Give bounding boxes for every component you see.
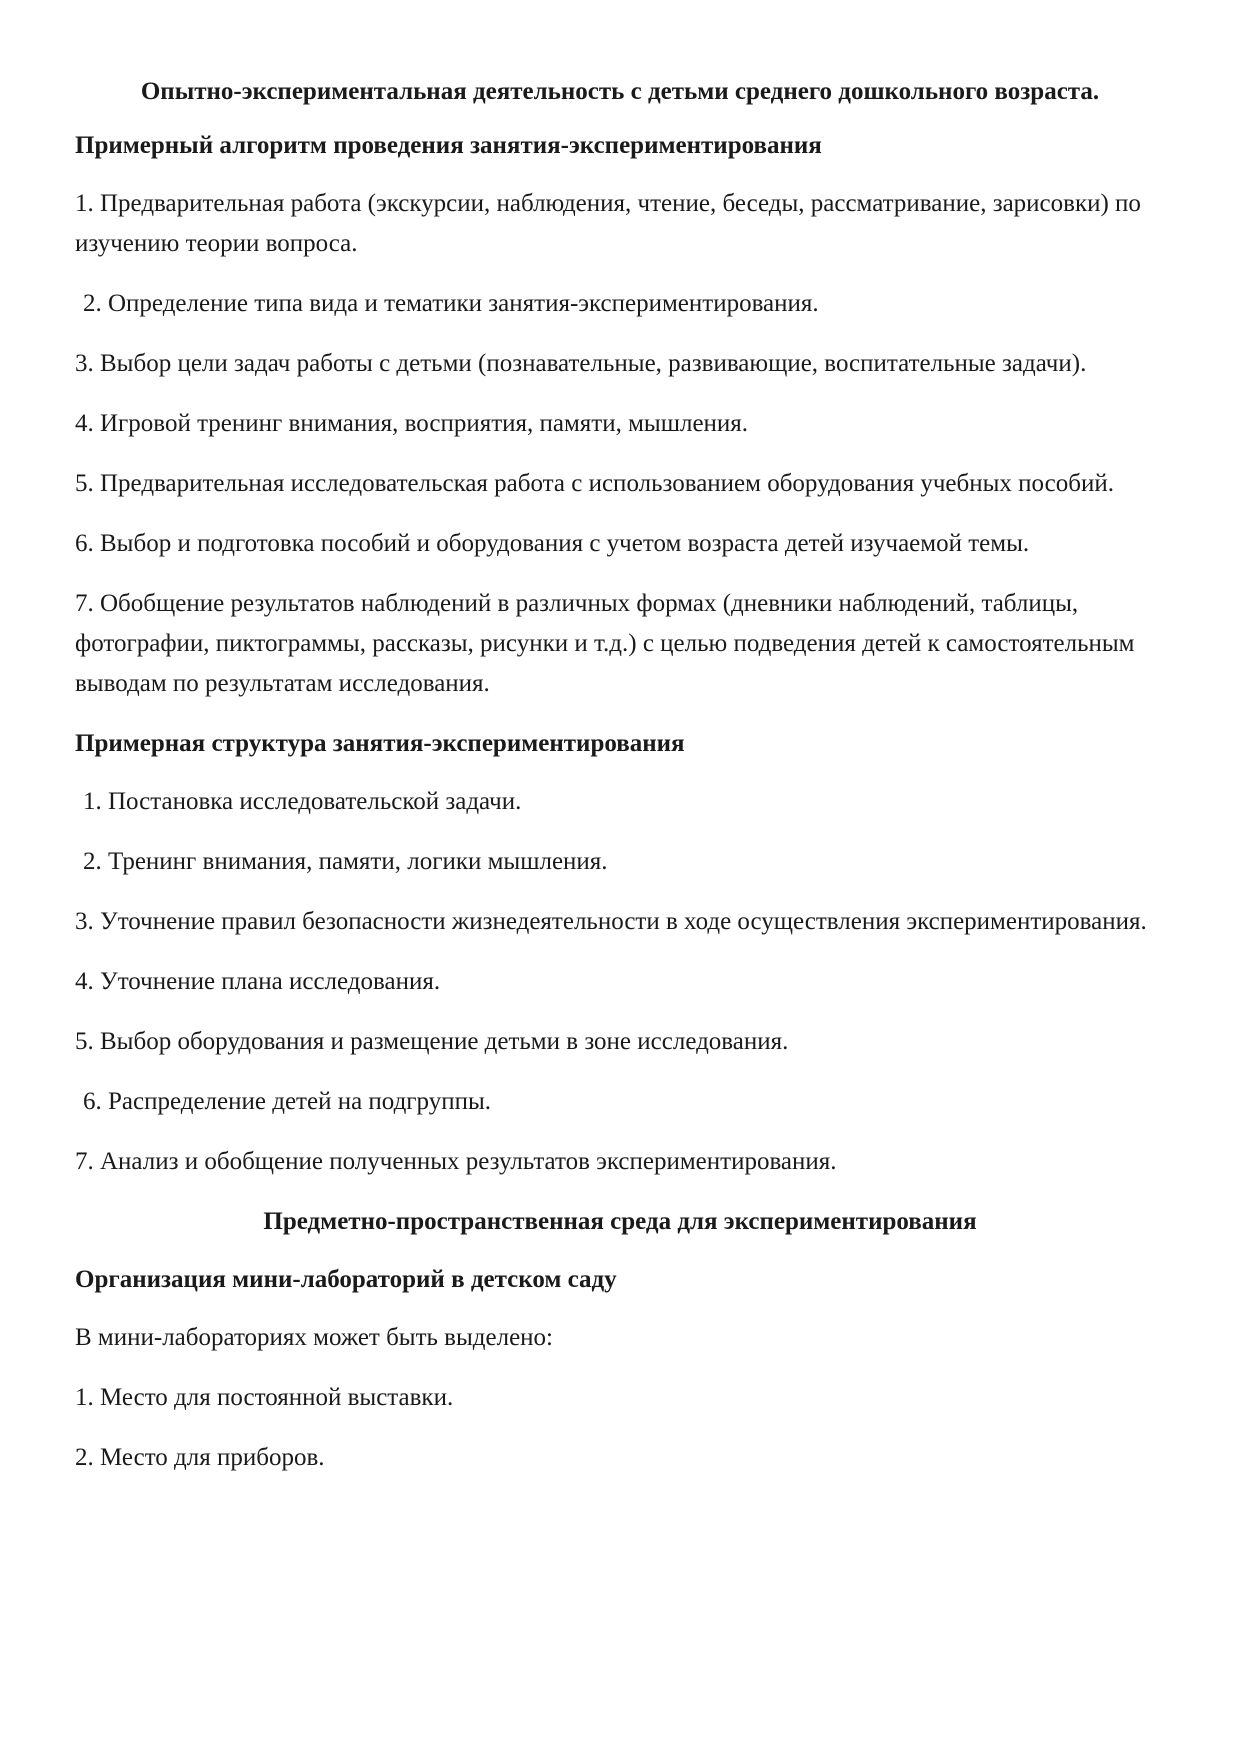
list-item: 2. Определение типа вида и тематики занятия-экспериментирования. <box>83 290 819 317</box>
document-title: Опытно-экспериментальная деятельность с детьми среднего дошкольного возраста. <box>140 78 1100 105</box>
list-item: 2. Место для приборов. <box>75 1444 325 1471</box>
list-item: 7. Анализ и обобщение полученных результатов экспериментирования. <box>75 1148 837 1175</box>
paragraph-intro: В мини-лабораториях может быть выделено: <box>75 1324 553 1351</box>
section-heading-algorithm: Примерный алгоритм проведения занятия-экспериментирования <box>75 132 822 159</box>
list-item: 1. Постановка исследовательской задачи. <box>83 788 522 815</box>
list-item: 4. Уточнение плана исследования. <box>75 968 441 995</box>
list-item: 6. Распределение детей на подгруппы. <box>83 1088 492 1115</box>
list-item: 7. Обобщение результатов наблюдений в различных формах (дневники наблюдений, таблицы, фотографии, пиктограммы, рассказы, рисунки и т.д.) с целью подведения детей к самостоятельным выводам по результатам исследования. <box>75 590 1135 697</box>
list-item: 1. Место для постоянной выставки. <box>75 1384 454 1411</box>
list-item: 5. Предварительная исследовательская работа с использованием оборудования учебных пособий. <box>75 470 1114 497</box>
section-heading-structure: Примерная структура занятия-экспериментирования <box>75 730 685 757</box>
section-heading-environment: Предметно-пространственная среда для экспериментирования <box>263 1208 977 1235</box>
list-item: 1. Предварительная работа (экскурсии, наблюдения, чтение, беседы, рассматривание, зарисовки) по изучению теории вопроса. <box>75 190 1141 257</box>
section-heading-mini-labs: Организация мини-лабораторий в детском саду <box>75 1266 617 1293</box>
list-item: 3. Выбор цели задач работы с детьми (познавательные, развивающие, воспитательные задачи). <box>75 350 1087 377</box>
list-item: 2. Тренинг внимания, памяти, логики мышления. <box>83 848 608 875</box>
list-item: 3. Уточнение правил безопасности жизнедеятельности в ходе осуществления экспериментирования. <box>75 908 1147 935</box>
list-item: 5. Выбор оборудования и размещение детьми в зоне исследования. <box>75 1028 789 1055</box>
list-item: 4. Игровой тренинг внимания, восприятия, памяти, мышления. <box>75 410 749 437</box>
list-item: 6. Выбор и подготовка пособий и оборудования с учетом возраста детей изучаемой темы. <box>75 530 1030 557</box>
